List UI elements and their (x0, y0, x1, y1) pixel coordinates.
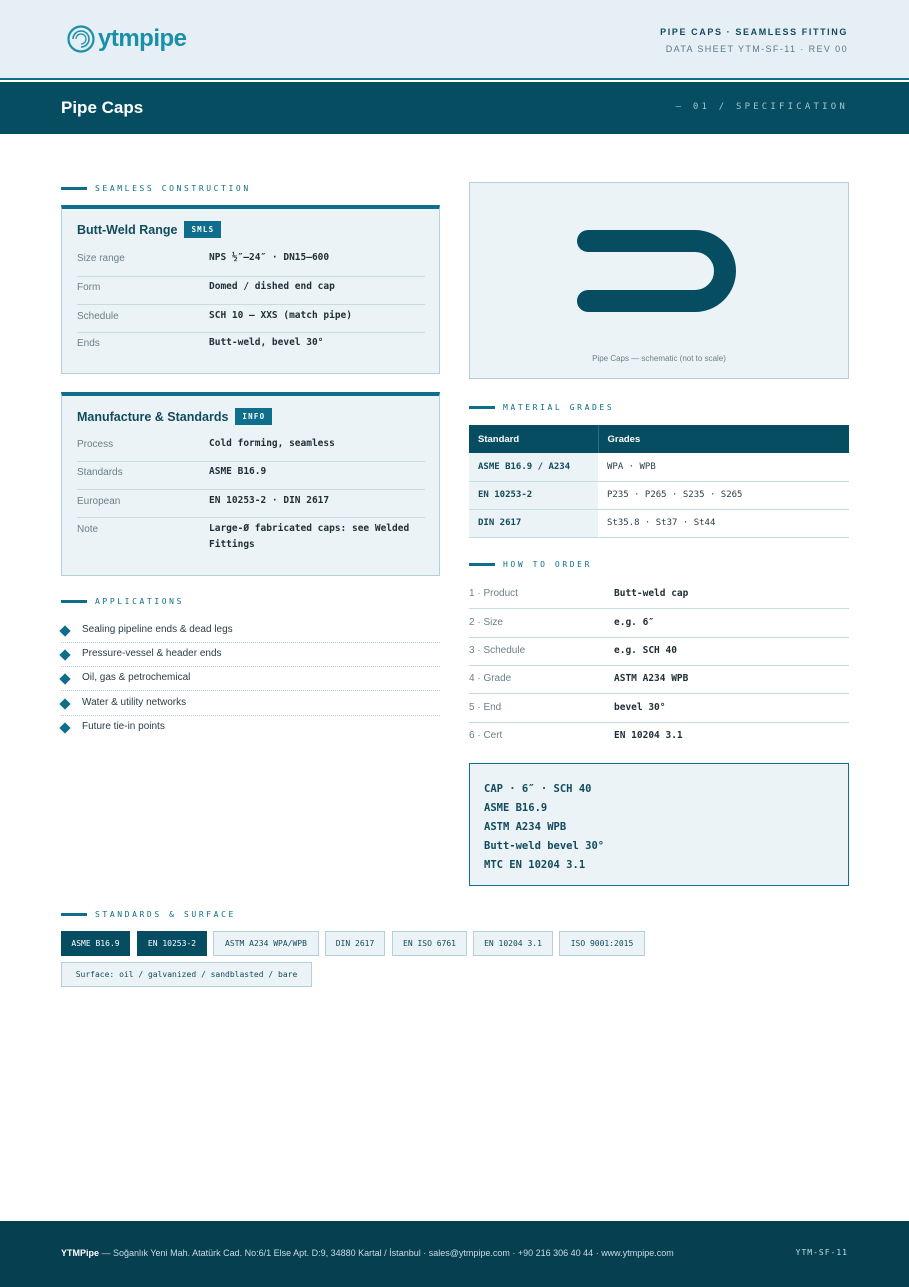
order-example-line: Butt-weld bevel 30° (484, 840, 605, 852)
standard-chip: ASME B16.9 (61, 931, 130, 956)
section-tag: — 01 / SPECIFICATION (675, 102, 848, 112)
page-title: Pipe Caps (61, 98, 144, 117)
section-header-order (469, 558, 592, 570)
order-step: 6 · Cert (469, 730, 503, 741)
spec-key: European (77, 496, 121, 507)
section-label: APPLICATIONS (95, 596, 184, 606)
standard-cell: DIN 2617 (469, 509, 598, 537)
table-header-row (469, 425, 849, 453)
spec-key: Size range (77, 253, 125, 264)
list-item (61, 667, 440, 691)
standard-cell: ASME B16.9 / A234 (469, 453, 598, 481)
spec-key: Schedule (77, 311, 119, 322)
table-row (469, 481, 849, 509)
spec-row (77, 496, 425, 518)
spec-value: Large-Ø fabricated caps: see Welded Fittings (209, 523, 410, 550)
footer-address: — Soğanlık Yeni Mah. Atatürk Cad. No:6/1 Else Apt. D:9, 34880 Kartal / İstanbul · sales@ytmpipe.com · +90 216 306 40 44 · www.ytmpipe.com (99, 1248, 674, 1258)
grades-cell: WPA · WPB (598, 453, 849, 481)
order-value: e.g. 6″ (614, 617, 655, 628)
spec-key: Process (77, 439, 114, 450)
section-bar (61, 600, 87, 603)
order-row (469, 580, 849, 609)
standard-chip: EN ISO 6761 (392, 931, 467, 956)
section-header-applications (61, 595, 184, 607)
order-example-box (469, 763, 849, 886)
footer-contact (61, 1248, 674, 1258)
application-text: Pressure-vessel & header ends (82, 648, 222, 659)
order-example-line: ASTM A234 WPB (484, 821, 567, 833)
spec-key: Form (77, 282, 101, 293)
brand-logo[interactable] (66, 22, 187, 56)
logo-text: ytmpipe (98, 25, 187, 52)
order-step: 3 · Schedule (469, 645, 526, 656)
spec-key: Ends (77, 338, 100, 349)
standard-chip: EN 10204 3.1 (473, 931, 553, 956)
list-item (61, 692, 440, 716)
manufacture-standards-card (61, 392, 440, 576)
table-row (469, 509, 849, 537)
order-example-line: ASME B16.9 (484, 802, 548, 814)
application-text: Oil, gas & petrochemical (82, 672, 191, 683)
grades-cell: St35.8 · St37 · St44 (598, 509, 849, 537)
top-header (0, 0, 909, 80)
section-label: SEAMLESS CONSTRUCTION (95, 183, 251, 193)
section-header-standards (61, 908, 236, 920)
section-bar (469, 563, 495, 566)
document-title: PIPE CAPS · SEAMLESS FITTING (660, 27, 848, 37)
card-title: Butt-Weld Range (77, 222, 178, 237)
application-text: Water & utility networks (82, 697, 187, 708)
standard-chip: EN 10253-2 (137, 931, 207, 956)
section-label: HOW TO ORDER (503, 559, 592, 569)
order-step: 2 · Size (469, 617, 503, 628)
bullet-diamond-icon (59, 673, 70, 684)
bullet-diamond-icon (59, 698, 70, 709)
list-item (61, 643, 440, 667)
column-header: Standard (469, 425, 598, 453)
standard-chip: ASTM A234 WPA/WPB (213, 931, 319, 956)
spec-row (77, 311, 425, 333)
list-item (61, 716, 440, 740)
spec-value: Domed / dished end cap (209, 281, 335, 292)
spec-value: SCH 10 – XXS (match pipe) (209, 310, 352, 321)
application-text: Sealing pipeline ends & dead legs (82, 624, 233, 635)
card-header (77, 408, 272, 425)
section-bar (469, 406, 495, 409)
order-row (469, 637, 849, 666)
title-bar (0, 82, 909, 134)
order-value: Butt-weld cap (614, 588, 689, 599)
order-row (469, 609, 849, 638)
spec-value: Butt-weld, bevel 30° (209, 337, 324, 348)
section-bar (61, 913, 87, 916)
spec-row (77, 467, 425, 490)
bullet-diamond-icon (59, 722, 70, 733)
spec-value: EN 10253-2 · DIN 2617 (209, 495, 330, 506)
order-row (469, 665, 849, 694)
application-text: Future tie-in points (82, 721, 165, 732)
surface-chip: Surface: oil / galvanized / sandblasted / bare (61, 962, 312, 987)
material-grades-table (469, 425, 849, 538)
section-header-seamless (61, 182, 251, 194)
bullet-diamond-icon (59, 649, 70, 660)
spec-row (77, 338, 425, 360)
spec-row (77, 253, 425, 277)
spec-row (77, 439, 425, 462)
logo-swirl-icon (66, 24, 96, 54)
order-step: 1 · Product (469, 588, 518, 599)
order-value: ASTM A234 WPB (614, 673, 689, 684)
order-value: bevel 30° (614, 702, 666, 713)
order-row (469, 694, 849, 723)
spec-value: ASME B16.9 (209, 466, 267, 477)
standard-cell: EN 10253-2 (469, 481, 598, 509)
order-example-line: CAP · 6″ · SCH 40 (484, 783, 592, 795)
order-step: 4 · Grade (469, 673, 512, 684)
spec-row (77, 282, 425, 305)
section-label: MATERIAL GRADES (503, 402, 615, 412)
bullet-diamond-icon (59, 625, 70, 636)
spec-row (77, 524, 425, 564)
order-example-line: MTC EN 10204 3.1 (484, 859, 586, 871)
order-value: EN 10204 3.1 (614, 730, 683, 741)
page-footer (0, 1221, 909, 1287)
smls-badge: SMLS (184, 221, 221, 238)
card-title: Manufacture & Standards (77, 409, 229, 424)
column-header: Grades (598, 425, 849, 453)
info-badge: INFO (235, 408, 272, 425)
standard-chip: ISO 9001:2015 (559, 931, 645, 956)
footer-company: YTMPipe (61, 1248, 100, 1258)
order-value: e.g. SCH 40 (614, 645, 677, 656)
pipe-cap-schematic-icon (470, 183, 850, 348)
grades-cell: P235 · P265 · S235 · S265 (598, 481, 849, 509)
spec-value: NPS ½″–24″ · DN15–600 (209, 252, 330, 263)
section-header-grades (469, 401, 614, 413)
schematic-caption: Pipe Caps — schematic (not to scale) (592, 354, 726, 363)
standard-chip: DIN 2617 (325, 931, 385, 956)
section-label: STANDARDS & SURFACE (95, 909, 236, 919)
list-item (61, 619, 440, 643)
table-row (469, 453, 849, 481)
spec-key: Note (77, 524, 99, 535)
order-step: 5 · End (469, 702, 502, 713)
spec-value: Cold forming, seamless (209, 438, 335, 449)
order-row (469, 722, 849, 751)
card-header (77, 221, 221, 238)
butt-weld-range-card (61, 205, 440, 374)
footer-code: YTM-SF-11 (795, 1248, 848, 1257)
schematic-panel (469, 182, 849, 379)
section-bar (61, 187, 87, 190)
spec-key: Standards (77, 467, 123, 478)
document-subtitle: DATA SHEET YTM-SF-11 · REV 00 (665, 44, 848, 54)
